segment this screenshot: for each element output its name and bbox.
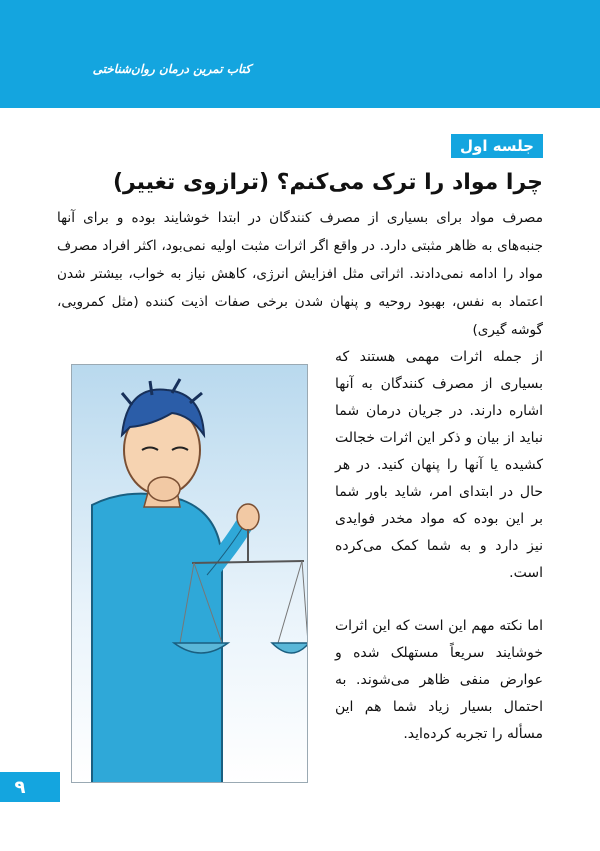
paragraph-second: اما نکته مهم این است که این اثرات خوشایند سریعاً مستهلک شده و عوارض منفی ظاهر می‌شوند. به احتمال بسیار زیاد شما هم این مسأله را تجربه کرده‌اید. xyxy=(335,618,543,742)
header-banner xyxy=(0,0,600,108)
page-number: ۹ xyxy=(14,777,26,798)
lesson-title: چرا مواد را ترک می‌کنم؟ (ترازوی تغییر) xyxy=(112,170,543,195)
paragraph-intro: مصرف مواد برای بسیاری از مصرف کنندگان در ابتدا خوشایند بوده و برای آنها جنبه‌های به ظاهر مثبتی دارد. در واقع اگر اثرات مثبت اولیه نمی‌بود، اکثر افراد مصرف مواد را ادامه نمی‌دادند. اثراتی مثل افزایش انرژی، کاهش نیاز به خواب، بیشتر شدن اعتماد به نفس، بهبود روحیه و پنهان شدن برخی صفات اذیت کننده (مثل کمرویی، گوشه گیری) xyxy=(57,210,543,338)
book-title: کتاب تمرین درمان روان‌شناختی xyxy=(92,62,251,76)
page-number-tab xyxy=(0,772,60,802)
scale-illustration-svg xyxy=(72,365,308,783)
session-badge: جلسه اول xyxy=(451,134,543,158)
paragraph-intro-continued: از جمله اثرات مهمی هستند که بسیاری از مصرف کنندگان به آنها اشاره دارند. در جریان درمان شما نباید از بیان و ذکر این اثرات خجالت کشیده یا آنها را پنهان کنید. در هر حال در ابتدای امر، شاید باور شما بر این بوده که مواد مخدر فوایدی نیز دارد و به شما کمک می‌کرده است. xyxy=(335,349,543,581)
man-holding-scale-illustration xyxy=(71,364,308,783)
